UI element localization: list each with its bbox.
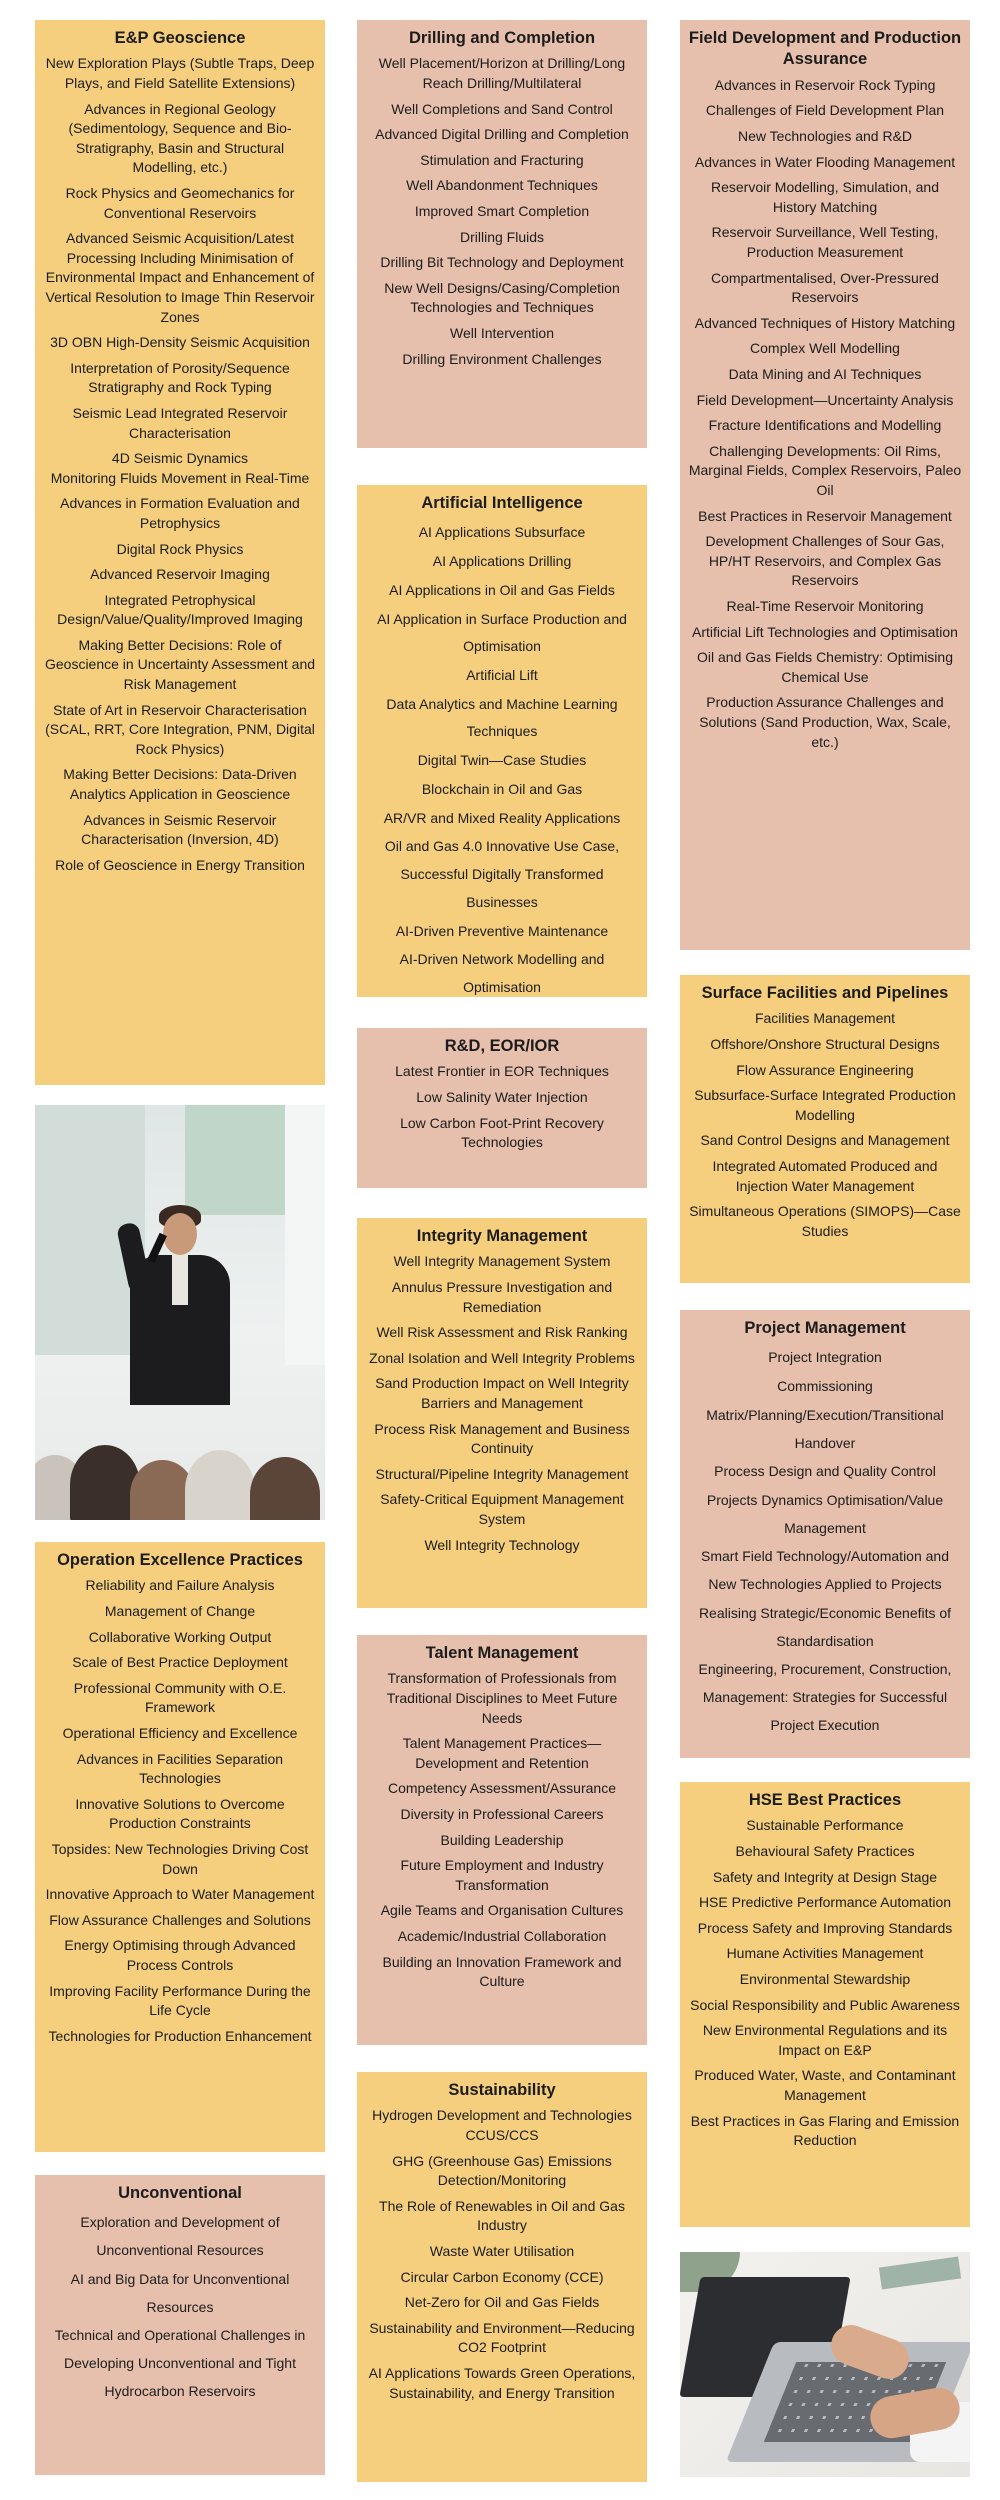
- topic-item: Building an Innovation Framework and Culture: [382, 1953, 622, 1990]
- topic-item: Agile Teams and Organisation Cultures: [380, 1902, 624, 1919]
- card-title: Artificial Intelligence: [421, 494, 583, 512]
- topic-item: Advanced Reservoir Imaging: [90, 566, 270, 583]
- topic-item: Integrated Petrophysical Design/Value/Quality/Improved Imaging: [57, 591, 303, 628]
- topic-item: Compartmentalised, Over-Pressured Reservoirs: [711, 269, 939, 306]
- topic-item: Diversity in Professional Careers: [400, 1806, 604, 1822]
- topic-item: Digital Twin—Case Studies: [417, 752, 587, 769]
- card-integrity-management: [357, 1218, 647, 1608]
- card-title: Integrity Management: [416, 1227, 588, 1245]
- topic-item: Complex Well Modelling: [750, 340, 900, 357]
- topic-item: Exploration and Development of Unconventional Resources: [80, 2214, 280, 2259]
- topic-item: Competency Assessment/Assurance: [388, 1780, 616, 1797]
- card-sustainability: [357, 2072, 647, 2482]
- topic-item: Subsurface-Surface Integrated Production Modelling: [694, 1087, 956, 1123]
- topic-item: Improved Smart Completion: [414, 203, 590, 219]
- topic-item: Stimulation and Fracturing: [420, 151, 584, 168]
- topic-item: AI Application in Surface Production and Optimisation: [377, 610, 627, 655]
- topic-item: Artificial Lift Technologies and Optimisation: [692, 623, 958, 640]
- topic-item: Transformation of Professionals from Traditional Disciplines to Meet Future Needs: [386, 1670, 618, 1726]
- topic-item: Advances in Formation Evaluation and Petrophysics: [60, 495, 300, 531]
- topic-item: Realising Strategic/Economic Benefits of Standardisation: [698, 1604, 952, 1649]
- topic-item: Well Integrity Technology: [424, 1536, 580, 1553]
- card-title: Drilling and Completion: [408, 29, 596, 47]
- topic-item: AI and Big Data for Unconventional Resources: [70, 2270, 290, 2315]
- topic-item: Topsides: New Technologies Driving Cost Down: [51, 1840, 309, 1877]
- card-title: Operation Excellence Practices: [57, 1551, 303, 1569]
- topic-item: Drilling Fluids: [459, 228, 545, 245]
- topic-item: Operational Efficiency and Excellence: [62, 1725, 298, 1741]
- topic-item: Zonal Isolation and Well Integrity Problems: [369, 1349, 635, 1366]
- topic-item: Field Development—Uncertainty Analysis: [696, 391, 954, 408]
- topic-item: Seismic Lead Integrated Reservoir Characterisation: [72, 404, 288, 441]
- topic-item: Waste Water Utilisation: [429, 2243, 575, 2259]
- topic-item: Scale of Best Practice Deployment: [72, 1654, 288, 1671]
- topic-item: Annulus Pressure Investigation and Remediation: [391, 1279, 613, 1315]
- topic-item: Projects Dynamics Optimisation/Value Management: [706, 1492, 944, 1536]
- topic-item: Role of Geoscience in Energy Transition: [55, 856, 305, 873]
- topic-list: [688, 76, 962, 752]
- topic-item: Advanced Seismic Acquisition/Latest Processing Including Minimisation of Environmental Impact and Enhancement of Vertical Resolution to Image Thin Reservoir Zones: [45, 230, 315, 325]
- topic-item: Low Carbon Foot-Print Recovery Technologies: [400, 1114, 604, 1151]
- topic-item: Data Analytics and Machine Learning Techniques: [386, 695, 618, 740]
- topic-item: AI Applications in Oil and Gas Fields: [389, 581, 615, 598]
- card-field-development: [680, 20, 970, 950]
- topic-list: [43, 1576, 317, 2046]
- topic-item: Academic/Industrial Collaboration: [397, 1927, 607, 1944]
- topic-item: Advances in Facilities Separation Technologies: [76, 1750, 284, 1787]
- topic-item: Integrated Automated Produced and Injection Water Management: [712, 1158, 938, 1194]
- topic-item: Low Salinity Water Injection: [416, 1089, 588, 1106]
- topic-item: Technologies for Production Enhancement: [48, 2027, 312, 2044]
- topic-item: Talent Management Practices—Development and Retention: [402, 1735, 602, 1771]
- topic-item: Fracture Identifications and Modelling: [708, 417, 942, 434]
- topic-list: [365, 519, 639, 997]
- topic-item: New Well Designs/Casing/Completion Technologies and Techniques: [384, 279, 620, 316]
- card-title: R&D, EOR/IOR: [444, 1037, 560, 1055]
- topic-item: Advances in Water Flooding Management: [694, 153, 956, 170]
- topic-item: Reservoir Modelling, Simulation, and History Matching: [711, 179, 939, 215]
- topic-item: Environmental Stewardship: [739, 1971, 911, 1987]
- topic-item: Project Integration: [768, 1349, 882, 1366]
- topic-item: Well Abandonment Techniques: [406, 177, 598, 194]
- topic-list: [365, 1669, 639, 1991]
- topic-item: Challenges of Field Development Plan: [705, 102, 945, 119]
- card-ep-geoscience: [35, 20, 325, 1085]
- card-title: E&P Geoscience: [114, 29, 246, 47]
- topic-item: Real-Time Reservoir Monitoring: [726, 597, 924, 614]
- topic-item: Professional Community with O.E. Framework: [73, 1679, 287, 1716]
- topic-item: New Exploration Plays (Subtle Traps, Deep Plays, and Field Satellite Extensions): [45, 55, 315, 92]
- topic-item: Sand Production Impact on Well Integrity Barriers and Management: [375, 1375, 629, 1411]
- topic-item: Process Design and Quality Control: [714, 1463, 936, 1480]
- topic-item: Matrix/Planning/Execution/Transitional Handover: [706, 1406, 944, 1451]
- topic-item: AI-Driven Preventive Maintenance: [395, 922, 609, 939]
- topic-item: Sand Control Designs and Management: [700, 1132, 950, 1149]
- topic-item: Making Better Decisions: Data-Driven Analytics Application in Geoscience: [63, 766, 297, 803]
- topic-item: Sustainable Performance: [746, 1817, 904, 1834]
- topic-item: Innovative Approach to Water Management: [45, 1886, 315, 1903]
- topic-item: Oil and Gas Fields Chemistry: Optimising Chemical Use: [697, 649, 953, 685]
- topic-item: Facilities Management: [754, 1010, 896, 1027]
- card-title: Field Development and Production Assurance: [688, 29, 962, 69]
- laptop-typing-photo: [680, 2252, 970, 2477]
- topic-item: Making Better Decisions: Role of Geoscience in Uncertainty Assessment and Risk Management: [44, 636, 316, 693]
- topic-item: Social Responsibility and Public Awareness: [690, 1996, 960, 2013]
- topic-item: Process Safety and Improving Standards: [697, 1919, 953, 1936]
- topic-item: Flow Assurance Challenges and Solutions: [49, 1911, 311, 1928]
- card-title: Sustainability: [448, 2081, 556, 2099]
- topic-item: Smart Field Technology/Automation and New Technologies Applied to Projects: [701, 1548, 949, 1593]
- card-project-management: [680, 1310, 970, 1758]
- topic-item: Advanced Digital Drilling and Completion: [375, 126, 629, 143]
- topic-item: Safety-Critical Equipment Management System: [380, 1491, 624, 1527]
- topic-item: New Environmental Regulations and its Impact on E&P: [702, 2022, 948, 2058]
- topic-item: Produced Water, Waste, and Contaminant Management: [694, 2067, 956, 2103]
- topic-item: Process Risk Management and Business Continuity: [374, 1420, 630, 1457]
- conference-speaker-photo: [35, 1105, 325, 1520]
- card-operation-excellence: [35, 1542, 325, 2152]
- topic-item: Management of Change: [104, 1603, 256, 1620]
- topic-list: [43, 54, 317, 875]
- card-title: Unconventional: [118, 2184, 242, 2202]
- topic-item: Best Practices in Gas Flaring and Emission Reduction: [690, 2112, 960, 2149]
- topic-list: [688, 1344, 962, 1739]
- topic-item: Reliability and Failure Analysis: [85, 1577, 275, 1594]
- topic-item: Advances in Regional Geology (Sedimentology, Sequence and Bio-Stratigraphy, Basin and Structural Modelling, etc.): [68, 100, 292, 176]
- topic-item: Digital Rock Physics: [116, 540, 244, 557]
- topic-list: [43, 2209, 317, 2405]
- topic-item: Well Integrity Management System: [393, 1253, 611, 1270]
- topic-item: Challenging Developments: Oil Rims, Marginal Fields, Complex Reservoirs, Paleo Oil: [688, 442, 962, 498]
- topic-list: [365, 1252, 639, 1555]
- topic-item: Advanced Techniques of History Matching: [694, 314, 956, 331]
- topic-item: AI-Driven Network Modelling and Optimisation: [399, 951, 605, 995]
- topic-item: Production Assurance Challenges and Solutions (Sand Production, Wax, Scale, etc.): [699, 694, 951, 750]
- topic-item: Latest Frontier in EOR Techniques: [395, 1063, 609, 1080]
- topic-item: Future Employment and Industry Transformation: [400, 1857, 604, 1893]
- topic-item: The Role of Renewables in Oil and Gas Industry: [379, 2197, 625, 2234]
- topic-item: Artificial Lift: [466, 667, 538, 684]
- topic-item: Offshore/Onshore Structural Designs: [710, 1036, 940, 1053]
- topic-item: AR/VR and Mixed Reality Applications: [383, 809, 621, 826]
- topic-item: Simultaneous Operations (SIMOPS)—Case Studies: [689, 1203, 961, 1239]
- topic-item: Oil and Gas 4.0 Innovative Use Case, Successful Digitally Transformed Businesses: [384, 838, 620, 910]
- topic-item: Engineering, Procurement, Construction, Management: Strategies for Successful Project Execution: [698, 1661, 952, 1733]
- card-title: Project Management: [744, 1319, 906, 1337]
- topic-item: Drilling Environment Challenges: [402, 350, 602, 367]
- topic-item: Data Mining and AI Techniques: [728, 366, 922, 382]
- card-unconventional: [35, 2175, 325, 2475]
- topic-item: Circular Carbon Economy (CCE): [400, 2268, 604, 2285]
- topic-item: Flow Assurance Engineering: [736, 1061, 914, 1078]
- topic-list: [688, 1009, 962, 1241]
- topic-item: HSE Predictive Performance Automation: [698, 1894, 952, 1911]
- topic-item: Energy Optimising through Advanced Process Controls: [64, 1937, 296, 1973]
- topic-item: Advances in Reservoir Rock Typing: [714, 76, 936, 93]
- topic-item: Innovative Solutions to Overcome Production Constraints: [75, 1795, 285, 1832]
- card-rnd-eor-ior: [357, 1028, 647, 1188]
- topic-item: Technical and Operational Challenges in Developing Unconventional and Tight Hydrocarbon Reservoirs: [54, 2327, 306, 2399]
- topic-item: Blockchain in Oil and Gas: [421, 780, 583, 797]
- topic-item: Structural/Pipeline Integrity Management: [375, 1465, 629, 1482]
- topic-list: [365, 54, 639, 369]
- topic-item: Rock Physics and Geomechanics for Conventional Reservoirs: [65, 185, 295, 221]
- card-title: HSE Best Practices: [748, 1791, 902, 1809]
- topic-item: Hydrogen Development and Technologies CCUS/CCS: [372, 2107, 632, 2144]
- topic-item: Well Placement/Horizon at Drilling/Long Reach Drilling/Multilateral: [378, 55, 626, 92]
- card-title: Talent Management: [425, 1644, 579, 1662]
- topic-item: Interpretation of Porosity/Sequence Stratigraphy and Rock Typing: [70, 359, 290, 396]
- card-artificial-intelligence: [357, 485, 647, 997]
- topic-item: Well Intervention: [449, 324, 554, 341]
- topic-item: Sustainability and Environment—Reducing CO2 Footprint: [369, 2319, 635, 2356]
- topic-item: Collaborative Working Output: [88, 1628, 272, 1645]
- topic-item: Drilling Bit Technology and Deployment: [380, 254, 624, 271]
- topic-item: Commissioning: [777, 1378, 873, 1395]
- topic-item: Improving Facility Performance During the Life Cycle: [49, 1982, 311, 2019]
- topic-item: Building Leadership: [440, 1831, 564, 1848]
- card-drilling-completion: [357, 20, 647, 448]
- topic-item: Well Risk Assessment and Risk Ranking: [376, 1324, 628, 1341]
- topic-item: 4D Seismic Dynamics Monitoring Fluids Movement in Real-Time: [50, 450, 310, 486]
- card-surface-facilities: [680, 975, 970, 1283]
- topic-item: State of Art in Reservoir Characterisation (SCAL, RRT, Core Integration, PNM, Digital Rock Physics): [45, 701, 315, 757]
- topic-list: [365, 1062, 639, 1152]
- topic-item: Reservoir Surveillance, Well Testing, Production Measurement: [711, 224, 939, 261]
- topic-item: Safety and Integrity at Design Stage: [712, 1868, 938, 1885]
- topic-list: [365, 2106, 639, 2403]
- topic-item: Well Completions and Sand Control: [391, 100, 613, 117]
- topic-item: 3D OBN High-Density Seismic Acquisition: [50, 334, 310, 351]
- topic-item: Humane Activities Management: [726, 1945, 924, 1962]
- topic-item: Net-Zero for Oil and Gas Fields: [404, 2294, 600, 2311]
- card-hse-best-practices: [680, 1782, 970, 2227]
- topic-item: Development Challenges of Sour Gas, HP/HT Reservoirs, and Complex Gas Reservoirs: [705, 533, 945, 589]
- topic-list: [688, 1816, 962, 2150]
- topic-item: AI Applications Towards Green Operations, Sustainability, and Energy Transition: [368, 2364, 636, 2401]
- card-talent-management: [357, 1635, 647, 2045]
- topic-item: AI Applications Subsurface: [418, 524, 586, 541]
- topic-item: Best Practices in Reservoir Management: [698, 507, 952, 524]
- topic-item: Advances in Seismic Reservoir Characterisation (Inversion, 4D): [81, 811, 279, 848]
- topic-item: GHG (Greenhouse Gas) Emissions Detection/Monitoring: [392, 2152, 612, 2189]
- topic-item: AI Applications Drilling: [432, 553, 572, 570]
- topic-item: Behavioural Safety Practices: [735, 1843, 915, 1860]
- card-title: Surface Facilities and Pipelines: [701, 984, 949, 1002]
- topic-item: New Technologies and R&D: [737, 128, 913, 145]
